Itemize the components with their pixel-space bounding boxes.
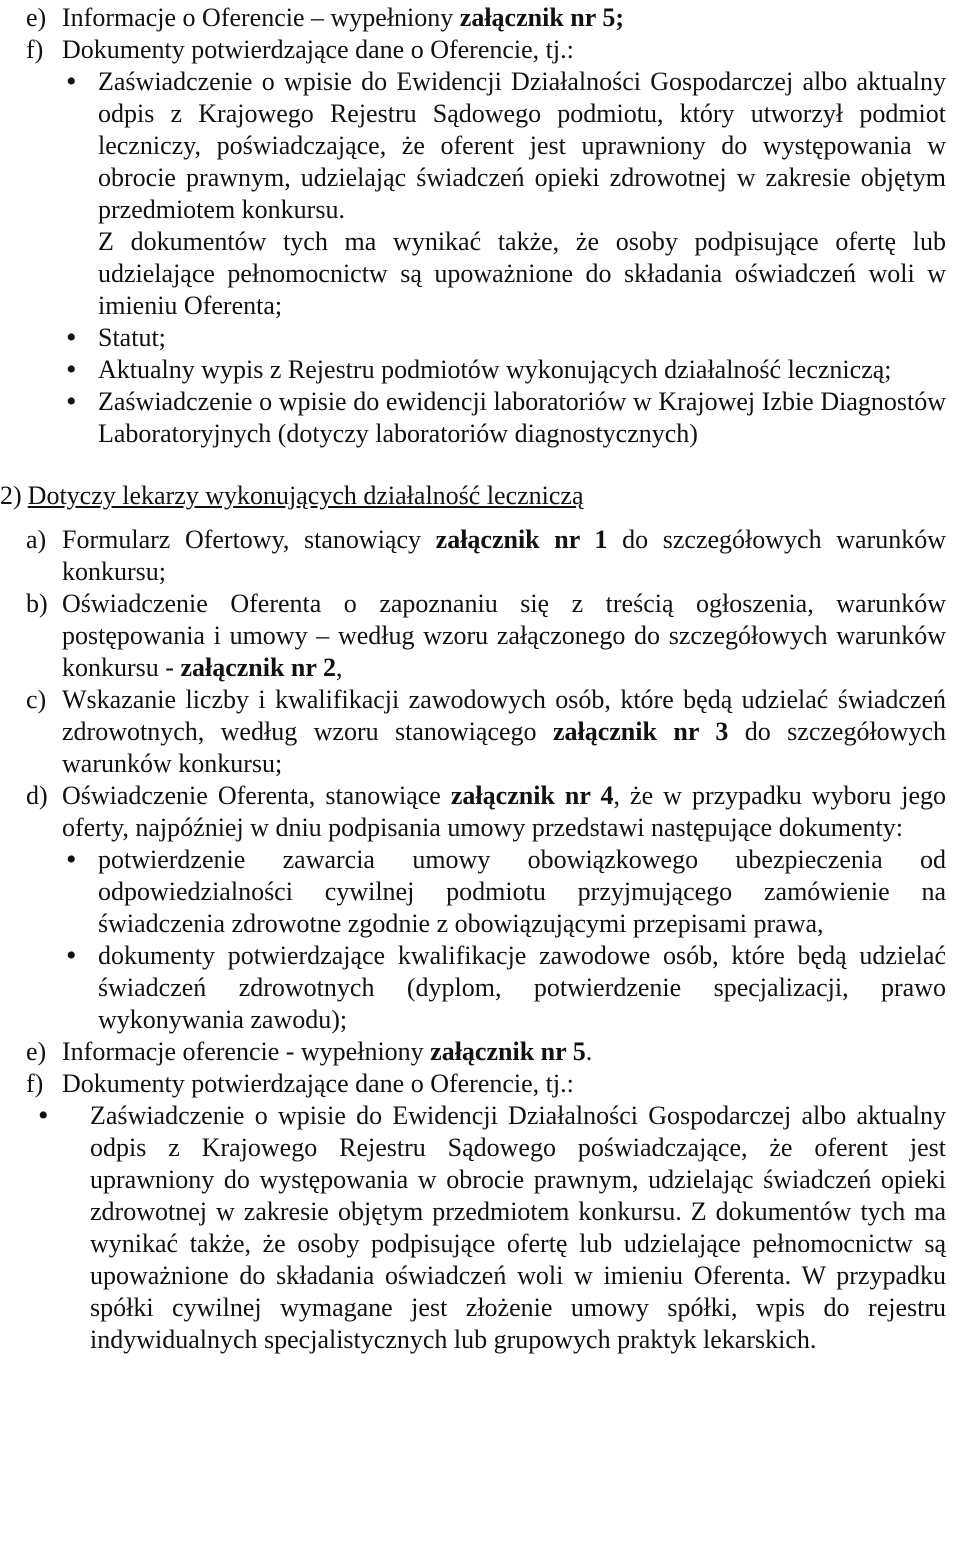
bullet-list [62,844,946,1036]
item-bold: załącznik nr 2 [180,653,336,682]
item-text: Oświadczenie Oferenta o zapoznaniu się z treścią ogłoszenia, warunków postępowania i umowy – według wzoru załączonego do szczegółowych warunków konkursu - [62,589,946,682]
item-bold: załącznik nr 5 [430,1037,586,1066]
item-d [26,780,946,1036]
bullet-list [26,1100,946,1356]
item-text-after: do szczegółowych warunków konkursu; [62,717,946,778]
bullet-text: • Zaświadczenie o wpisie do Ewidencji Działalności Gospodarczej albo aktualny odpis z Krajowego Rejestru Sądowego podmiotu, który utworzył podmiot leczniczy, poświadczające, że oferent jest uprawniony do występowania w obrocie prawnym, udzielając świadczeń opieki zdrowotnej w zakresie objętym przedmiotem konkursu. [98,67,946,224]
item-b [26,588,946,684]
item-marker: d) [26,781,48,810]
item-text: Wskazanie liczby i kwalifikacji zawodowych osób, które będą udzielać świadczeń zdrowotnych, według wzoru stanowiącego [62,685,946,746]
item-text-after: , że w przypadku wyboru jego oferty, najpóźniej w dniu podpisania umowy przedstawi następujące dokumenty: [62,781,946,842]
item-text: Oświadczenie Oferenta, stanowiące [62,781,451,810]
section-title: Dotyczy lekarzy wykonujących działalność leczniczą [27,481,584,510]
bullet-text: • potwierdzenie zawarcia umowy obowiązkowego ubezpieczenia od odpowiedzialności cywilnej podmiotu przyjmującego zamówienie na świadczenia zdrowotne zgodnie z obowiązującymi przepisami prawa, [98,845,946,938]
bullet-text: • Statut; [98,323,166,352]
item-e-block1 [26,2,946,34]
bullet-text: • Zaświadczenie o wpisie do ewidencji laboratoriów w Krajowej Izbie Diagnostów Laboratoryjnych (dotyczy laboratoriów diagnostycznych) [98,387,946,448]
list-item [62,66,946,322]
block-1 [26,2,946,450]
list-item [62,386,946,450]
item-text-after: do szczegółowych warunków konkursu; [62,525,946,586]
list-item [62,322,946,354]
item-text: Informacje oferencie - wypełniony [62,1037,431,1066]
item-text: Formularz Ofertowy, stanowiący [62,525,436,554]
item-text-after: , [335,653,343,682]
list-item [34,1100,946,1356]
item-c [26,684,946,780]
bullet-text: • Aktualny wypis z Rejestru podmiotów wykonujących działalność leczniczą; [98,355,892,384]
item-marker: c) [26,685,47,714]
item-bold: załącznik nr 5; [459,3,624,32]
item-text: Dokumenty potwierdzające dane o Oferencie, tj.: [62,1069,574,1098]
item-bold: załącznik nr 4 [450,781,614,810]
item-text: Dokumenty potwierdzające dane o Oferencie, tj.: [62,35,574,64]
item-bold: załącznik nr 3 [552,717,729,746]
item-text-after: . [585,1037,593,1066]
list-item [62,354,946,386]
item-e [26,1036,946,1068]
item-text: Informacje o Oferencie – wypełniony [62,3,460,32]
item-marker: f) [26,1069,44,1098]
item-marker: e) [26,3,47,32]
section-2-items [26,524,946,1356]
bullet-text: • dokumenty potwierdzające kwalifikacje zawodowe osób, które będą udzielać świadczeń zdrowotnych (dyplom, potwierdzenie specjalizacji, prawo wykonywania zawodu); [98,941,946,1034]
bullet-text-2: Z dokumentów tych ma wynikać także, że osoby podpisujące ofertę lub udzielające pełnomocnictw są upoważnione do składania oświadczeń woli w imieniu Oferenta; [98,227,946,320]
item-bold: załącznik nr 1 [435,525,608,554]
item-f [26,1068,946,1100]
section-heading [0,480,946,512]
bullet-list [62,66,946,450]
item-marker: a) [26,525,47,554]
item-f-block1 [26,34,946,450]
item-a [26,524,946,588]
bullet-text: • Zaświadczenie o wpisie do Ewidencji Działalności Gospodarczej albo aktualny odpis z Krajowego Rejestru Sądowego poświadczające, że oferent jest uprawniony do występowania w obrocie prawnym, udzielając świadczeń opieki zdrowotnej w zakresie objętym przedmiotem konkursu. Z dokumentów tych ma wynikać także, że osoby podpisujące ofertę lub udzielające pełnomocnictw są upoważnione do składania oświadczeń woli w imieniu Oferenta. W przypadku spółki cywilnej wymagane jest złożenie umowy spółki, wpis do rejestru indywidualnych specjalistycznych lub grupowych praktyk lekarskich. [90,1101,946,1354]
section-number: 2) [0,481,22,510]
list-item [62,940,946,1036]
item-marker: f) [26,35,44,64]
spacer [26,450,946,480]
item-marker: b) [26,589,48,618]
list-item [62,844,946,940]
item-marker: e) [26,1037,47,1066]
